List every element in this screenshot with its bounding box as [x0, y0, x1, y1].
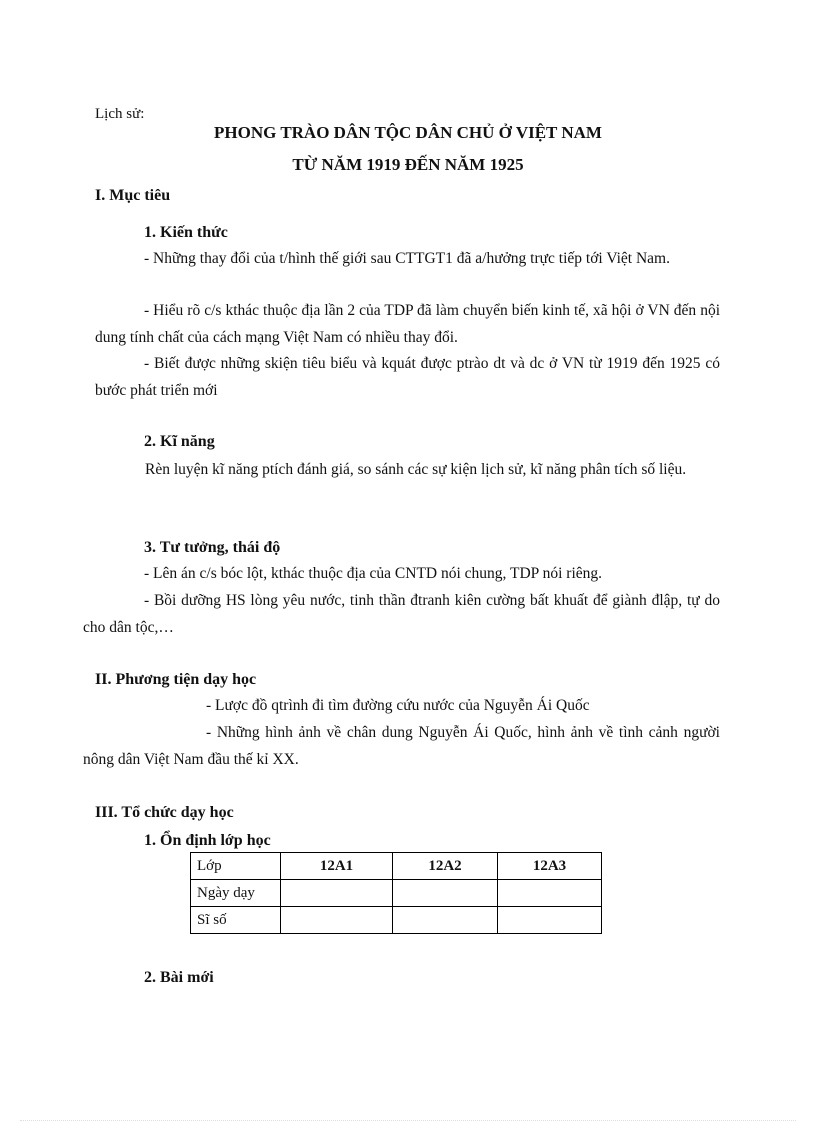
- table-cell: [281, 907, 393, 934]
- attitude-heading: 3. Tư tưởng, thái độ: [144, 539, 281, 556]
- title-line-1: PHONG TRÀO DÂN TỘC DÂN CHỦ Ở VIỆT NAM: [214, 123, 602, 142]
- table-cell: [393, 880, 498, 907]
- table-cell: Sĩ số: [191, 907, 281, 934]
- knowledge-heading: 1. Kiến thức: [144, 224, 228, 241]
- attitude-paragraph-1: - Lên án c/s bóc lột, kthác thuộc địa của CNTD nói chung, TDP nói riêng.: [144, 565, 603, 582]
- table-header-row: [191, 853, 602, 880]
- class-stabilization-heading: 1. Ổn định lớp học: [144, 832, 271, 849]
- class-attendance-table: [190, 852, 602, 934]
- title-line-2: TỪ NĂM 1919 ĐẾN NĂM 1925: [292, 155, 524, 174]
- knowledge-paragraph-3: - Biết được những skiện tiêu biểu và kquát được ptrào dt và dc ở VN từ 1919 đến 1925 có bước phát triển mới: [95, 355, 720, 399]
- subject-label: Lịch sử:: [95, 106, 145, 122]
- attitude-paragraph-2: - Bồi dưỡng HS lòng yêu nước, tinh thần đtranh kiên cường bất khuất để giành đlập, tự do cho dân tộc,…: [83, 592, 720, 636]
- table-header-cell: 12A1: [281, 853, 393, 880]
- table-row: [191, 907, 602, 934]
- skills-heading: 2. Kĩ năng: [144, 433, 215, 450]
- table-header-cell: 12A2: [393, 853, 498, 880]
- new-lesson-heading: 2. Bài mới: [144, 969, 214, 986]
- table-cell: [281, 880, 393, 907]
- page-bottom-divider: [20, 1120, 796, 1121]
- section-objectives-heading: I. Mục tiêu: [95, 187, 171, 204]
- teaching-aids-paragraph-1: - Lược đồ qtrình đi tìm đường cứu nước của Nguyễn Ái Quốc: [206, 697, 590, 714]
- table-cell: [498, 880, 602, 907]
- teaching-aids-paragraph-2: - Những hình ảnh về chân dung Nguyễn Ái Quốc, hình ảnh về tình cảnh người nông dân Việt Nam đầu thế kỉ XX.: [83, 724, 720, 768]
- knowledge-paragraph-2: - Hiểu rõ c/s kthác thuộc địa lần 2 của TDP đã làm chuyển biến kinh tế, xã hội ở VN đến nội dung tính chất của cách mạng Việt Nam có nhiều thay đổi.: [95, 302, 720, 346]
- table-cell: Ngày dạy: [191, 880, 281, 907]
- table-cell: [498, 907, 602, 934]
- knowledge-paragraph-1: - Những thay đổi của t/hình thế giới sau CTTGT1 đã a/hưởng trực tiếp tới Việt Nam.: [144, 250, 670, 267]
- section-organization-heading: III. Tổ chức dạy học: [95, 804, 234, 821]
- table-cell: [393, 907, 498, 934]
- section-teaching-aids-heading: II. Phương tiện dạy học: [95, 671, 257, 688]
- table-header-cell: 12A3: [498, 853, 602, 880]
- table-row: [191, 880, 602, 907]
- skills-paragraph: Rèn luyện kĩ năng ptích đánh giá, so sánh các sự kiện lịch sử, kĩ năng phân tích số liệu.: [145, 461, 687, 478]
- table-header-cell: Lớp: [191, 853, 281, 880]
